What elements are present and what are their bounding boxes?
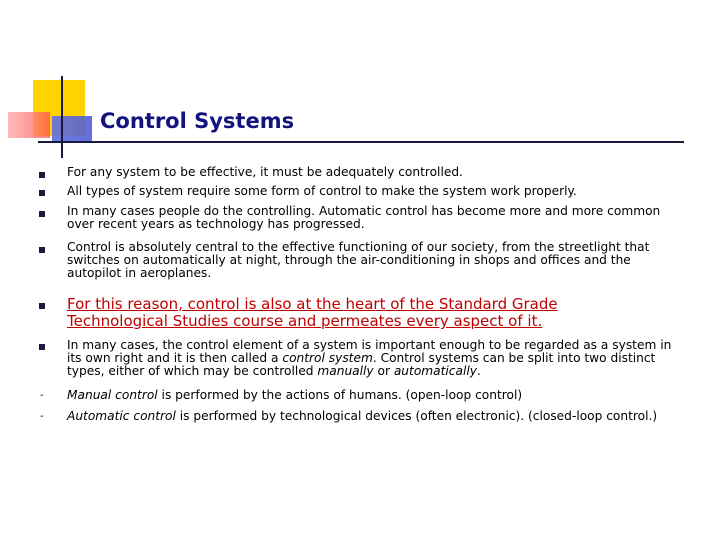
slide-title: Control Systems xyxy=(100,109,295,133)
bullet-marker xyxy=(39,344,45,350)
bullet-marker xyxy=(39,190,45,196)
term-manually: manually xyxy=(317,364,374,378)
sub-bullet-dash: - xyxy=(40,390,44,401)
decor-blue-fade xyxy=(52,116,92,142)
bullet-3: In many cases people do the controlling. Automatic control has become more and more common over recent years as technology has progressed. xyxy=(67,204,661,231)
term-automatically: automatically xyxy=(393,364,477,378)
term-control-system: control system xyxy=(282,351,373,365)
term-automatic-control: Automatic control xyxy=(67,409,176,423)
bullet-marker xyxy=(39,247,45,253)
bullet-5-emphasis: For this reason, control is also at the heart of the Standard Grade Technological Studies course and permeates every aspect of it. xyxy=(67,295,558,330)
decor-vertical-line xyxy=(61,76,63,158)
bullet-marker xyxy=(39,172,45,178)
bullet-marker xyxy=(39,211,45,217)
bullet-1: For any system to be effective, it must be adequately controlled. xyxy=(67,165,463,179)
bullet-2: All types of system require some form of control to make the system work properly. xyxy=(67,184,577,198)
term-manual-control: Manual control xyxy=(67,388,158,402)
sub-bullet-automatic: Automatic control is performed by technological devices (often electronic). (closed-loop control.) xyxy=(67,409,658,423)
bullet-4: Control is absolutely central to the effective functioning of our society, from the streetlight that switches on automatically at night, through the air-conditioning in shops and offices and the autopilot in aeroplanes. xyxy=(67,240,650,280)
bullet-6: In many cases, the control element of a system is important enough to be regarded as a system in its own right and it is then called a control system. Control systems can be split into two distinct types, either of which may be controlled manually or automatically. xyxy=(67,338,672,378)
decor-horizontal-line xyxy=(38,141,684,143)
decor-red-fade xyxy=(8,112,50,138)
sub-bullet-dash: - xyxy=(40,411,44,422)
bullet-marker xyxy=(39,303,45,309)
sub-bullet-manual: Manual control is performed by the actions of humans. (open-loop control) xyxy=(67,388,523,402)
